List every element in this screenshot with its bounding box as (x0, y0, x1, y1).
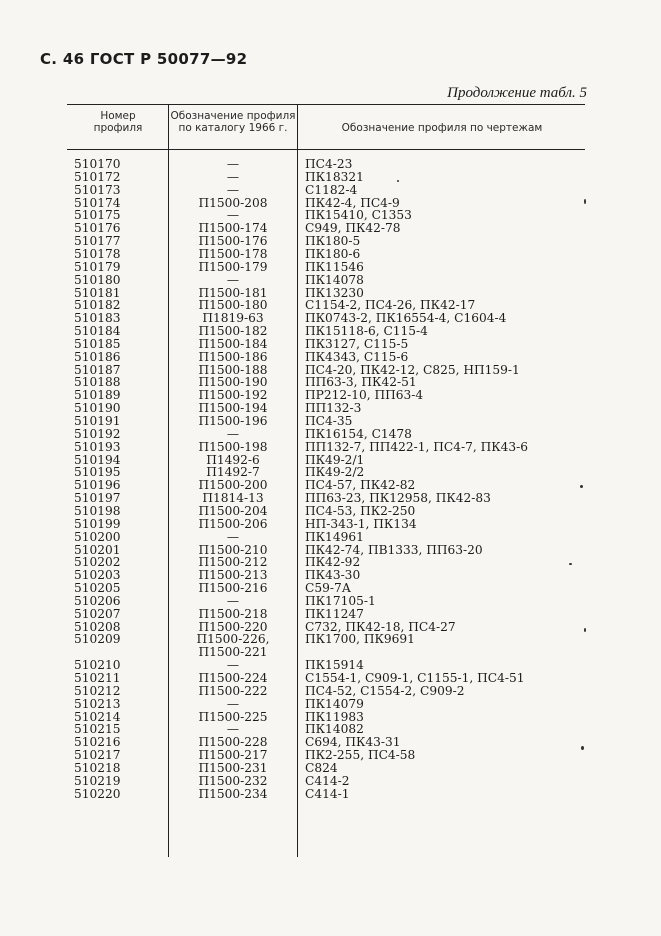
profile-number-cell: 510172 (74, 169, 121, 184)
drawing-designation-cell: НП-343-1, ПК134 (305, 516, 417, 531)
drawing-designation-cell: С59-7А (305, 581, 351, 596)
drawing-designation-cell: ПК14961 (305, 529, 364, 544)
catalog-designation-cell: П1500-190 (198, 375, 268, 390)
catalog-designation-cell: П1500-225 (198, 709, 268, 724)
profile-number-cell: 510186 (74, 349, 121, 364)
profile-number-cell: 510181 (74, 285, 121, 300)
table-row (0, 775, 661, 788)
drawing-designation-cell: ПК3127, С115-5 (305, 336, 409, 351)
profile-number-cell: 510180 (74, 272, 121, 287)
catalog-designation-cell: П1500-179 (198, 259, 268, 274)
profile-number-cell: 510220 (74, 786, 121, 801)
profile-number-cell: 510173 (74, 182, 121, 197)
profile-number-cell: 510177 (74, 234, 121, 249)
drawing-designation-cell: ПК13230 (305, 285, 364, 300)
drawing-designation-cell: ПК49-2/1 (305, 452, 365, 467)
profile-number-cell: 510182 (74, 298, 121, 313)
catalog-designation-cell: П1492-7 (206, 465, 260, 480)
drawing-designation-cell: ПК4343, С115-6 (305, 349, 409, 364)
table-row (0, 595, 661, 608)
catalog-designation-cell: П1500-221 (198, 645, 268, 660)
catalog-designation-cell: П1500-224 (198, 671, 268, 685)
column-header-drawing: Обозначение профиля по чертежам (341, 122, 543, 134)
catalog-designation-cell: П1500-212 (198, 555, 268, 570)
table-row (0, 608, 661, 621)
profile-number-cell: 510210 (74, 658, 121, 673)
table-row (0, 698, 661, 711)
drawing-designation-cell: ПК42-74, ПВ1333, ПП63-20 (305, 542, 483, 557)
profile-number-cell: 510193 (74, 439, 121, 454)
catalog-designation-cell: П1500-217 (198, 748, 268, 763)
table-row (0, 685, 661, 698)
drawing-designation-cell: С414-2 (305, 773, 350, 788)
table-row (0, 248, 661, 261)
profile-number-cell: 510213 (74, 696, 121, 711)
profile-number-cell: 510205 (74, 581, 121, 596)
catalog-designation-cell: П1500-213 (198, 568, 268, 583)
catalog-designation-cell: П1500-218 (198, 606, 268, 621)
drawing-designation-cell: ПС4-20, ПК42-12, С825, НП159-1 (305, 362, 520, 377)
drawing-designation-cell: ПС4-35 (305, 414, 353, 428)
catalog-designation-cell: П1814-13 (202, 491, 264, 506)
drawing-designation-cell: ПС4-52, С1554-2, С909-2 (305, 683, 465, 698)
catalog-designation-cell: П1500-208 (198, 195, 268, 210)
drawing-designation-cell: ПК49-2/2 (305, 465, 365, 480)
catalog-designation-cell: П1500-182 (198, 324, 268, 339)
catalog-designation-cell: П1819-63 (202, 311, 264, 326)
table-row (0, 518, 661, 531)
profile-number-cell: 510216 (74, 735, 121, 750)
scan-speck (581, 746, 584, 750)
profile-number-cell: 510219 (74, 773, 121, 788)
profile-number-cell: 510191 (74, 414, 121, 428)
profile-number-cell: 510208 (74, 619, 121, 634)
drawing-designation-cell: ПП63-23, ПК12958, ПК42-83 (305, 491, 491, 506)
profile-number-cell: 510195 (74, 465, 121, 480)
profile-number-cell: 510184 (74, 324, 121, 339)
profile-number-cell: 510212 (74, 683, 121, 698)
catalog-designation-cell: П1500-184 (198, 336, 268, 351)
catalog-designation-cell: П1500-216 (198, 581, 268, 596)
catalog-designation-cell: — (226, 658, 240, 673)
profile-number-cell: 510179 (74, 259, 121, 274)
profile-number-cell: 510209 (74, 632, 121, 647)
catalog-designation-cell: П1500-220 (198, 619, 268, 634)
table-header-rule (67, 149, 585, 150)
catalog-designation-cell: П1500-232 (198, 773, 268, 788)
catalog-designation-cell: П1500-206 (198, 516, 268, 531)
table-row (0, 428, 661, 441)
drawing-designation-cell: С732, ПК42-18, ПС4-27 (305, 619, 456, 634)
page-header: С. 46 ГОСТ Р 50077—92 (40, 50, 248, 68)
profile-number-cell: 510194 (74, 452, 121, 467)
profile-number-cell: 510206 (74, 593, 121, 608)
catalog-designation-cell: — (226, 426, 240, 441)
profile-number-cell: 510187 (74, 362, 121, 377)
catalog-designation-cell: П1500-231 (198, 760, 268, 775)
table-row (0, 171, 661, 184)
catalog-designation-cell: П1500-174 (198, 221, 268, 236)
catalog-designation-cell: — (226, 272, 240, 287)
profile-number-cell: 510190 (74, 401, 121, 416)
profile-number-cell: 510218 (74, 760, 121, 775)
drawing-designation-cell: ПК1700, ПК9691 (305, 632, 415, 647)
profile-number-cell: 510196 (74, 478, 121, 493)
catalog-designation-cell: П1500-200 (198, 478, 268, 493)
catalog-designation-cell: П1492-6 (206, 452, 260, 467)
table-row (0, 441, 661, 454)
profile-number-cell: 510170 (74, 157, 121, 171)
drawing-designation-cell: ПК16154, С1478 (305, 426, 412, 441)
catalog-designation-cell: П1500-181 (198, 285, 268, 300)
drawing-designation-cell: С824 (305, 760, 338, 775)
catalog-designation-cell: П1500-188 (198, 362, 268, 377)
table-continuation-label: Продолжение табл. 5 (447, 85, 587, 101)
profile-number-cell: 510202 (74, 555, 121, 570)
scan-speck (580, 485, 583, 488)
drawing-designation-cell: ПК0743-2, ПК16554-4, С1604-4 (305, 311, 507, 326)
profile-number-cell: 510183 (74, 311, 121, 326)
drawing-designation-cell: ПК42-4, ПС4-9 (305, 195, 400, 210)
drawing-designation-cell: ПК15914 (305, 658, 364, 673)
drawing-designation-cell: ПР212-10, ПП63-4 (305, 388, 424, 403)
catalog-designation-cell: — (226, 529, 240, 544)
scan-speck (584, 628, 586, 632)
drawing-designation-cell: ПК15410, С1353 (305, 208, 412, 223)
profile-number-cell: 510174 (74, 195, 121, 210)
catalog-designation-cell: П1500-180 (198, 298, 268, 313)
catalog-designation-cell: П1500-194 (198, 401, 268, 416)
profile-number-cell: 510192 (74, 426, 121, 441)
drawing-designation-cell: ПК18321 (305, 169, 364, 184)
catalog-designation-cell: — (226, 157, 240, 171)
drawing-designation-cell: ПК180-5 (305, 234, 361, 249)
drawing-designation-cell: ПП132-3 (305, 401, 362, 416)
profile-number-cell: 510198 (74, 503, 121, 518)
catalog-designation-cell: П1500-204 (198, 503, 268, 518)
drawing-designation-cell: С949, ПК42-78 (305, 221, 401, 236)
table-row (0, 184, 661, 197)
drawing-designation-cell: ПК14082 (305, 722, 364, 737)
drawing-designation-cell: ПС4-53, ПК2-250 (305, 503, 416, 518)
catalog-designation-cell: — (226, 722, 240, 737)
profile-number-cell: 510211 (74, 671, 121, 685)
scan-speck (397, 180, 399, 182)
table-row (0, 633, 661, 646)
table-row (0, 274, 661, 287)
table-row (0, 762, 661, 775)
column-header-catalog: Обозначение профиля по каталогу 1966 г. (170, 110, 296, 134)
profile-number-cell: 510217 (74, 748, 121, 763)
drawing-designation-cell: ПС4-57, ПК42-82 (305, 478, 416, 493)
catalog-designation-cell: П1500-198 (198, 439, 268, 454)
table-row (0, 531, 661, 544)
drawing-designation-cell: ПП63-3, ПК42-51 (305, 375, 417, 390)
drawing-designation-cell: ПП132-7, ПП422-1, ПС4-7, ПК43-6 (305, 439, 529, 454)
profile-number-cell: 510175 (74, 208, 121, 223)
scan-speck (569, 563, 572, 565)
drawing-designation-cell: ПК11546 (305, 259, 364, 274)
catalog-designation-cell: П1500-186 (198, 349, 268, 364)
drawing-designation-cell: ПК42-92 (305, 555, 361, 570)
catalog-designation-cell: — (226, 593, 240, 608)
drawing-designation-cell: С694, ПК43-31 (305, 735, 401, 750)
drawing-designation-cell: ПК43-30 (305, 568, 361, 583)
table-row (0, 505, 661, 518)
catalog-designation-cell: П1500-226, (196, 632, 270, 647)
profile-number-cell: 510176 (74, 221, 121, 236)
drawing-designation-cell: ПК2-255, ПС4-58 (305, 748, 416, 763)
catalog-designation-cell: П1500-210 (198, 542, 268, 557)
table-row (0, 788, 661, 801)
profile-number-cell: 510189 (74, 388, 121, 403)
catalog-designation-cell: — (226, 208, 240, 223)
profile-number-cell: 510214 (74, 709, 121, 724)
table-row (0, 261, 661, 274)
drawing-designation-cell: С1182-4 (305, 182, 358, 197)
profile-number-cell: 510200 (74, 529, 121, 544)
catalog-designation-cell: П1500-192 (198, 388, 268, 403)
scan-speck (584, 199, 586, 204)
table-top-rule (67, 104, 585, 105)
profile-number-cell: 510178 (74, 246, 121, 261)
profile-number-cell: 510185 (74, 336, 121, 351)
catalog-designation-cell: П1500-196 (198, 414, 268, 428)
catalog-designation-cell: П1500-178 (198, 246, 268, 261)
profile-number-cell: 510207 (74, 606, 121, 621)
drawing-designation-cell: С1554-1, С909-1, С1155-1, ПС4-51 (305, 671, 525, 685)
profile-number-cell: 510203 (74, 568, 121, 583)
drawing-designation-cell: ПС4-23 (305, 157, 353, 171)
column-header-number: Номер профиля (93, 110, 143, 134)
catalog-designation-cell: — (226, 182, 240, 197)
drawing-designation-cell: ПК11983 (305, 709, 364, 724)
table-row (0, 351, 661, 364)
profile-number-cell: 510215 (74, 722, 121, 737)
profile-number-cell: 510199 (74, 516, 121, 531)
drawing-designation-cell: С414-1 (305, 786, 350, 801)
profile-number-cell: 510188 (74, 375, 121, 390)
catalog-designation-cell: П1500-228 (198, 735, 268, 750)
drawing-designation-cell: ПК180-6 (305, 246, 361, 261)
drawing-designation-cell: ПК15118-6, С115-4 (305, 324, 428, 339)
catalog-designation-cell: П1500-222 (198, 683, 268, 698)
catalog-designation-cell: П1500-234 (198, 786, 268, 801)
catalog-designation-cell: — (226, 169, 240, 184)
catalog-designation-cell: П1500-176 (198, 234, 268, 249)
drawing-designation-cell: ПК14079 (305, 696, 364, 711)
profile-number-cell: 510201 (74, 542, 121, 557)
drawing-designation-cell: ПК11247 (305, 606, 364, 621)
drawing-designation-cell: ПК14078 (305, 272, 364, 287)
catalog-designation-cell: — (226, 696, 240, 711)
drawing-designation-cell: ПК17105-1 (305, 593, 376, 608)
drawing-designation-cell: С1154-2, ПС4-26, ПК42-17 (305, 298, 476, 313)
table-row (0, 338, 661, 351)
profile-number-cell: 510197 (74, 491, 121, 506)
